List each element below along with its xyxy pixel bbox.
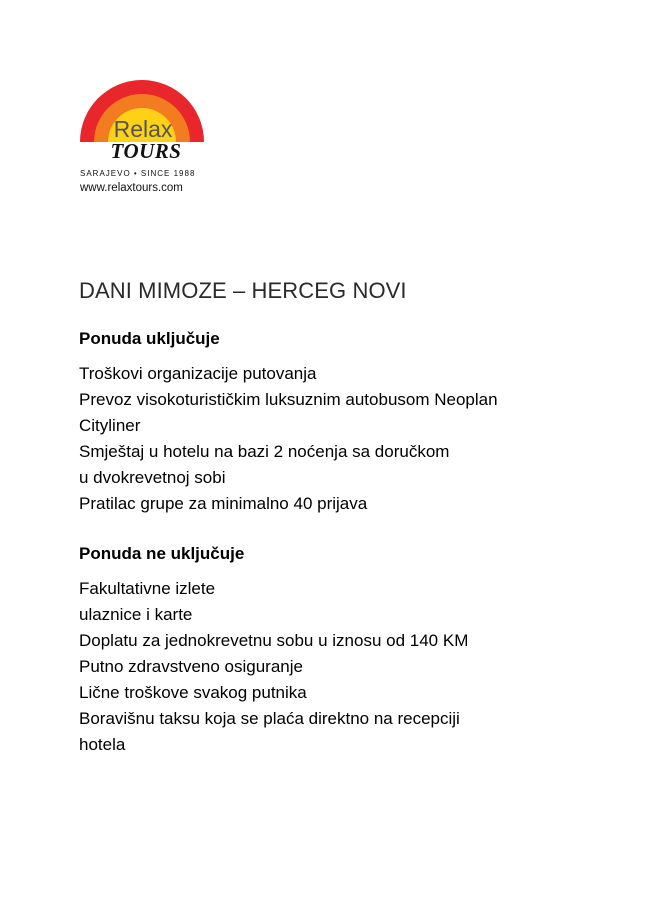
included-list — [79, 361, 599, 517]
included-section — [79, 329, 599, 517]
excluded-section — [79, 544, 599, 758]
relax-tours-logo — [76, 78, 211, 198]
list-item: Smještaj u hotelu na bazi 2 noćenja sa doručkom — [79, 442, 450, 461]
list-item: Prevoz visokoturističkim luksuznim autobusom Neoplan — [79, 390, 498, 409]
list-item: u dvokrevetnoj sobi — [79, 468, 226, 487]
list-item: Fakultativne izlete — [79, 579, 216, 598]
logo-brand-bottom: TOURS — [110, 139, 182, 163]
logo-website: www.relaxtours.com — [80, 182, 183, 194]
list-item: Troškovi organizacije putovanja — [79, 364, 317, 383]
list-item: Lične troškove svakog putnika — [79, 683, 307, 702]
logo-tagline: SARAJEVO • SINCE 1988 — [80, 169, 196, 178]
excluded-list — [79, 576, 599, 758]
list-item: ulaznice i karte — [79, 605, 193, 624]
list-item: Boravišnu taksu koja se plaća direktno na recepciji — [79, 709, 460, 728]
list-item: hotela — [79, 735, 126, 754]
list-item: Putno zdravstveno osiguranje — [79, 657, 303, 676]
logo-brand-top: Relax — [113, 116, 173, 142]
excluded-heading: Ponuda ne uključuje — [79, 544, 245, 563]
sun-logo-icon — [76, 78, 211, 198]
list-item: Doplatu za jednokrevetnu sobu u iznosu od 140 KM — [79, 631, 469, 650]
list-item: Cityliner — [79, 416, 141, 435]
document-title: DANI MIMOZE – HERCEG NOVI — [79, 278, 407, 303]
included-heading: Ponuda uključuje — [79, 329, 220, 348]
list-item: Pratilac grupe za minimalno 40 prijava — [79, 494, 368, 513]
